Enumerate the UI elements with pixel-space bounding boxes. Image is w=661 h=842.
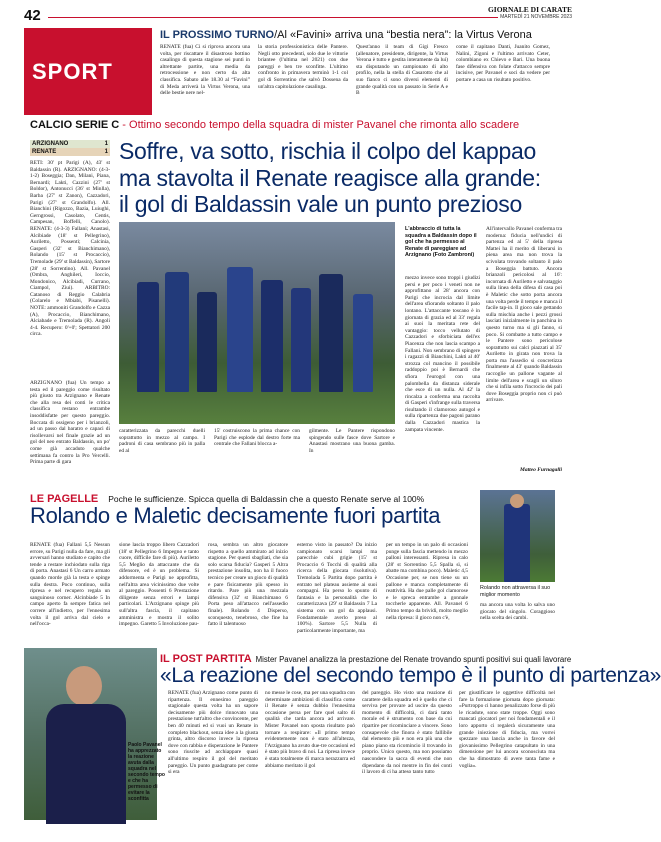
section-label: SPORT xyxy=(32,58,113,84)
pagelle-sub: Poche le sufficienze. Spicca quella di Baldassin che a questo Renate serve al 100% xyxy=(108,494,425,504)
player-figure xyxy=(261,280,283,392)
post-partita-col-1: RENATE (fua) Arzignano come punto di ripartenza. Il ennesimo pareggio stagionale questa volta ha un sapore decisamente più dolce rinnovato una prestazione tutt'altro che convincente, per ben 40 minuti ed si vuoi un Renate in completo blackout, senza idee a la giusta grinta, altro discorso invece la ripresa dove con rabbia e disperazione le Pantere sono riuscite ad acchiappare quasi all'ultimo respiro il gol del meritato pareggio. Un punto guadagnato per come si era xyxy=(168,690,258,776)
player-figure xyxy=(137,282,159,392)
page-number: 42 xyxy=(24,7,41,24)
pagelle-label: LE PAGELLE xyxy=(30,493,99,505)
match-tabellino: RETI: 30' pt Parigi (A), 43' st Baldassin (R). ARZIGNANO: (4-3-1-2) Boseggia; Dan, Milani, Piana, Bernardi; Lakti, Cazzini (27' st Boldor), Antonucci (36' st Minlla), Barba (27' st Zanon), Cazzadori, Parigi (27' st Grandolfo). All. Bianchini (Rigozzo, Bazia, Luiughi, Gerngrossi, Casolato, Centis, Campesan, Boffelli, Canolo). RENATE: (4-3-3) Fallani; Anastasi, Alcibiade (18' st Pellegrino), Auriletto, Possenti; Calcinia, Gasperi (32' st Bianchimano), Rolando (15' st Procaccio), Tremolade (29' st Baldassin), Sartore (28' st Sorrentino). All. Pavanel (Ombra, Anghileri, Ioccio, Mondonico, Alcibiadi, Currano, Ciampol, Ziui). ARBITRO: Catanoso di Reggio Calabria (Colarelo e Mbiabi, Pisanelli). NOTE: ammoniti Grandolfo e Cazza (A), Procaccio, Bianchimano, Alciabade e Tremolada (R). Angoli 4-4. Recupero: 0'+0'; Spettatori 200 circa. xyxy=(30,160,110,338)
main-headline-line-2: ma stavolta il Renate reagisce alla grande: xyxy=(119,164,541,191)
score-table xyxy=(30,140,110,156)
top-story-headline: IL PROSSIMO TURNO/Al «Favini» arriva una “bestia nera”: la Virtus Verona xyxy=(160,29,532,41)
main-story-body-right-2: All'intervallo Pavanel conferma tra moderna: fiducia nell'undici di partenza ed al 5' della ripresa Mattei ha il merito di liberarsi in piena area ma non trova la scivolata trovando soltanto il palo a Boseggia battuto. Ancora brianzoli pericolosi al 16': incornata di Auriletto e salvataggio sulla linea della difesa di casa poi è Maletic che sotto porta ancora una volta perde il tempo e manca il facile tap-in. Il gioco sale gettando sulla mischia anche i pezzi grossi lasciati inizialmente in panchina in questo turno ma si gli fanno, si poco. Si combatte a tutto campo e le Pantere sono pericolose soprattutto sui calci piazzati al 35' Auriletto in girata non trova la porta ma l'assedio si concretizza finalmente al 43' quando Baldassin raccoglie un pallone vagante al limite dell'area e scagli un siluro che si infila sotto l'incrocio dei pali dove Boseggia proprio non ci può arrivare. xyxy=(486,226,562,404)
main-headline xyxy=(119,138,559,218)
player-figure xyxy=(291,288,311,392)
rolando-photo-caption: Rolando non attraversa il suo miglior momento xyxy=(480,585,551,598)
pagelle-col-3: rosa, sembra un altro giocatore rispetto a quello ammirato ad inizio stagione. Per questi sbagliati, che sia solo scarsa fiducia? Gasperi 5 Altra prestazione insolita, non ha il fuoco tecnico per creare un gioco di qualità e pare fisicamente più spesso in ritardo. Pare più una mezzala difensiva (32' st Bianchimano 6 Porta peso all'attacco nell'assedio finale). Rolando 4 Disperso, sconquesto, tenebroso, che fine ha fatto il talentuoso xyxy=(208,542,288,628)
post-partita-headline: «La reazione del secondo tempo è il punto di partenza» xyxy=(160,664,661,687)
post-partita-col-4: per giustificare le oggettive difficoltà nel fare la formazione giornata dopo giornata: «Purtroppo ci hanno penalizzato forse di più le ricadute, sono state troppe. Oggi sono mancati giocatori per noi fondamentali e il loro apporto ci regalerà sicuramente una grande iniezione di fiducia, ma vorrei spezzare una lancia anche in favore del giovanissimo Pellegrino catapultato in una dimensione per lui ancora sconosciuta ma che ha dimostrato di avere tanta fame e voglia». xyxy=(459,690,555,769)
pagelle-col-5: per un tempo in un palo di occasioni punge sulla fascia mettendo in mezzo palloni interessanti. Ripresa in calo (28' st Sorrentino 5,5 Spalla sì, si abatte ma combina poco). Maletic 4,5 Occasione per, se non tiene su un pallone e manca completamente di reattività. Ha due palle gol clamorose e le spreca entrambe a gonnale toccherle apparente. All. Pavanel 6 Primo tempo da brividi, molto meglio nella ripresa: il gioco non c'è, xyxy=(386,542,468,621)
pagelle-col-2: sione lascia troppo libero Cazzadori (18' st Pellegrino 6 Impegno e tanto cuore, diffícile fare di più). Auriletto 5,5 Meglio da attaccante che da difensore, ed è un problema. Si addormenta e Parigi ne approfitta, nell'altra area vicinissimo due volte al pareggio. Possenti 6 Prestazione diligente senza errori e lampi particolari. L'Arzignano spinge più sull'altra fascia, il capitano amministra e mostra il solito impegno. Garetto 5 Involuzione pau- xyxy=(119,542,199,628)
score-row-away: RENATE 1 xyxy=(32,149,108,155)
player-figure xyxy=(197,292,217,392)
main-story-body-col-3: gilmente. Le Pantere rispondono spingendo sulle fasce dove Sartore e Anastasi mostrano una buona gamba. In xyxy=(309,428,395,454)
pagelle-headline: Rolando e Maletic decisamente fuori partita xyxy=(30,503,441,528)
pagelle-col-6: ma ancora una volta lo salva uno giocato del singolo. Coraggioso nella scelta dei cambi. xyxy=(480,602,555,622)
coach-body xyxy=(46,704,126,824)
top-story-col-1: RENATE (fua) Ci si riprova ancora una volta, per riscattare il disastroso bottino casalingo di questa stagione sei punti in altrettante partite, una media da retrocessione e non certo da alta classifica. Sabato alle 18.30 al “Favini” di Meda arriverà la Virtus Verona, una delle bestie nere nel- xyxy=(160,44,250,97)
main-story-body-left: ARZIGNANO (fua) Un tempo a testa ed il pareggio come risultato più giusto tra Arzignano e Renate che alla resa dei conti le critica classifica restano entrambe insoddisfatte per questo pareggio. Boccata di ossigeno per i brianzoli, ad un passo dal baratro e capaci di risollevarsi nel finale grazie ad un gol del neo entrato Baldassin, un po' come già accaduto qualche settimana fa contro la Pro Vercelli. Prima parte di gara xyxy=(30,380,110,466)
main-story-body-col-1: caratterizzata da parecchi duelli soprattutto in mezzo al campo. I padroni di casa sembrano più in palla ed al xyxy=(119,428,205,454)
article-signature: Matteo Furnagalli xyxy=(519,467,562,473)
main-story-section: CALCIO SERIE C - Ottimo secondo tempo della squadra di mister Pavanel che rimonta allo scadere xyxy=(30,119,520,131)
player-head xyxy=(510,494,524,508)
main-headline-line-1: Soffre, va sotto, rischia il colpo del kappao xyxy=(119,138,536,164)
player-figure xyxy=(353,294,373,392)
team-celebration-photo xyxy=(119,222,395,424)
pagelle-col-4: esterno visto in passato? Da inizio campionato scarsi lampi ma parecchie cubi grigie (15' st Procaccio 6 Tocchi di qualità alla ricerca della giocata risolutiva). Tremolada 5 Partita dopo partita è entrato nel plateau assieme ai suoi compagni. Ha perso lo spunto di fantasia e la personalità che lo caratterizzava (29' st Baldassin 7 La sistema con un gol da applausi. Fondamentale averlo preso al 100%). Sartore 5,5 Nulla di particolarmente importante, ma xyxy=(297,542,377,634)
paper-name: GIORNALE DI CARATE xyxy=(487,5,572,14)
main-story-body-right-1: mezzo invece sono troppi i giudizi persi e per poco i veneti non ne approfittano al 28' ancora con Parigi che incrocia dal limite dell'area sfiorando soltanto il palo lontano. L'attaccante toscano è in giornata di grazia ed al 33' regala ai suoi la meritata rete del vantaggio: tocco vellutato di Cazzadori e sforbiciata dell'ex Piacenza che non lascia scampo a Fallani. Non sembrano di spingere i ragazzi di Bianchini, Lakti al 40' strozza col mancino il possibile raddoppio poi è Bernardi che sfiora l'eurogol con una palombella da distanza siderale che esce di un nulla. Al 42' la rincalza a conferma una raccolta di Gasperi s'infrange sulla traversa risultando il clamoroso autogol e sulla ripartenza due pagoni parano dalla Cazzadori mastica la zampata vincente. xyxy=(405,275,480,433)
player-figure xyxy=(504,504,530,582)
post-partita-label: IL POST PARTITA xyxy=(160,653,252,665)
player-figure xyxy=(227,267,253,392)
top-story-col-3: Quest'anno il team di Gigi Fresco (allenatore, presidente, dirigente, la Virtus Verona è tutto e gestita interamente da lui) sta disputando un campionato di alto profilo, nella la stella di Casarotto che al suo fianco ci sono diversi elementi di grande qualità con un passato in Serie A e B xyxy=(356,44,448,97)
score-row-home: ARZIGNANO 1 xyxy=(32,141,108,147)
post-partita-col-3: del pareggio. Ho visto una reazione di carattere della squadra ed è quello che ci serviva per provare ad uscire da questo momento di difficoltà, ci dará tanto morale ed è strumento con base da cui ripartire per ricominciare a vincere. Sono consapevole che finora è stato fallibile dal elemento più e non era più una che piano piano sta ricomincio il trovando in proprio. Unico questo, ma non possiamo nascondere la sacca di eventi che non dipendano da noi mentre in fin dei conti il lavoro di ci ha atteso tanto tutto xyxy=(362,690,452,776)
coach-head xyxy=(66,666,102,706)
photo-caption: L'abbraccio di tutta la squadra a Baldassin dopo il gol che ha permesso al Renate di pareggiare ad Arzignano (Foto Zambroni) xyxy=(405,226,477,259)
post-partita-sub: Mister Pavanel analizza la prestazione del Renate trovando spunti positivi sui quali lavorare xyxy=(255,655,572,664)
main-headline-line-3: il gol di Baldassin vale un punto prezioso xyxy=(119,191,522,217)
main-story-body-col-2: 15' costruiscono la prima chance con Parigi che esplode dal destro forte ma centrale che Fallani blocca a- xyxy=(214,428,300,448)
pagelle-col-1: RENATE (fua) Fallani 5,5 Nessun errore, su Parigi nulla da fare, ma gli avversari hanno studiato e capito che tende a restare inchiodato sulla riga di porta. Anastasi 6 Un carro armato quando morde già la testa e spinge sulla destra. Poco continuo, sulla ripresa e nel recupero regala un sanguinoso corner. Alcinbiade 5 In campo aperto fa sempre fatica nel correre all'indietro, per l'ennesima volta il gol arriva dal cielo e nell'occa- xyxy=(30,542,110,628)
sport-section-band xyxy=(24,28,152,115)
issue-date: MARTEDÌ 21 NOVEMBRE 2023 xyxy=(500,14,572,20)
player-figure xyxy=(319,274,343,392)
post-partita-col-2: no messe le cose, ma per una squadra con determinate ambizioni di classifica come il Renate è senza dubbio l'ennesima occasione persa per fare quel salto di qualità che tarda ancora ad arrivare. Mister Pavanel non sposta risultato può tornare a respirare: «Il primo tempo evidentemente non è stato all'altezza, l'Arzignano ha avuto due-tre occasioni ed è stato più bravo di noi. La ripresa invece è stata totalmente di marca nerazzurra ed abbiamo meritato il gol xyxy=(265,690,355,769)
pavanel-photo-caption: Paolo Pavanel ha apprezzato la reazione avuta dalla squadra nel secondo tempo e che ha permesso di evitare la sconfitta xyxy=(128,742,165,802)
top-story-col-4: come il capitano Danti, Juanito Gomez, Nalini, Zigoni e l'ultimo arrivato Ceter, colombiano ex Chievo e Bari. Una buona fase difensiva con folate d'attacco sempre incisive, per Pavanel e soci da vedere per portare a casa un risultato positivo. xyxy=(456,44,550,83)
header-rule xyxy=(48,17,498,18)
top-story-col-2: la storia professionistica delle Pantere. Negli otto precedenti, solo due le vittorie briantee (l'ultima nel 2021) con due pareggi e ben tre sconfitte. L'ultimo confronto in primavera terminò 1-1 col gol di Sorrentino che salvò Dossena da un'altra capitolazione casalinga. xyxy=(258,44,348,90)
rolando-photo xyxy=(480,490,555,582)
player-figure xyxy=(165,272,189,392)
